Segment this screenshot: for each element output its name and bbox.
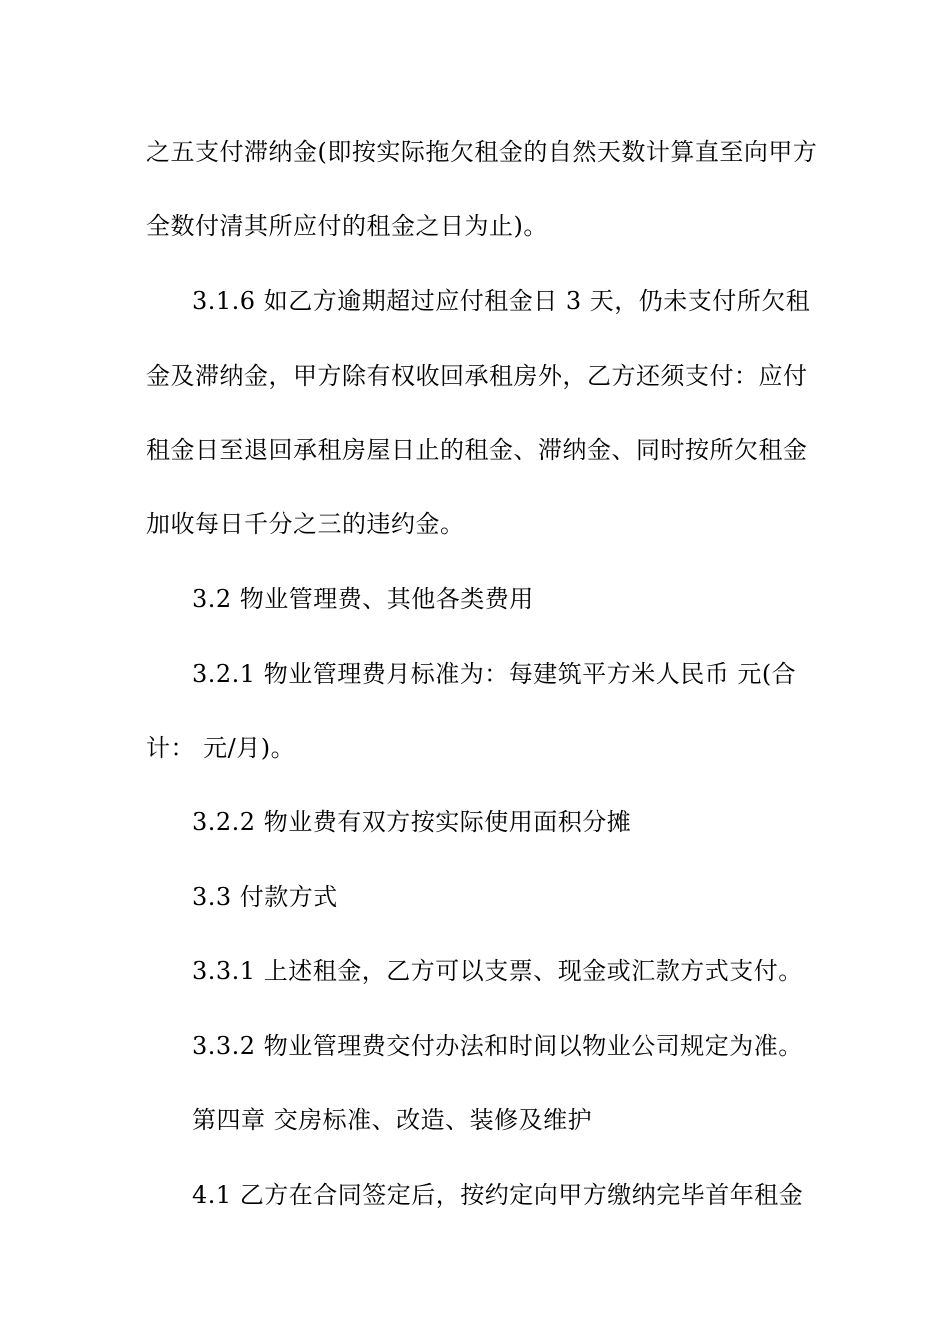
text-line: 加收每日千分之三的违约金。 [146, 510, 465, 538]
text-line: 之五支付滞纳金(即按实际拖欠租金的自然天数计算直至向甲方 [146, 138, 818, 166]
text-line: 计： 元/月)。 [146, 734, 296, 762]
text-line: 全数付清其所应付的租金之日为止)。 [146, 212, 548, 240]
text-line: 租金日至退回承租房屋日止的租金、滞纳金、同时按所欠租金 [146, 436, 808, 464]
clause-4-1: 4.1 乙方在合同签定后，按约定向甲方缴纳完毕首年租金 [192, 1181, 804, 1209]
section-heading-3-2: 3.2 物业管理费、其他各类费用 [192, 585, 534, 613]
section-heading-3-3: 3.3 付款方式 [192, 883, 338, 911]
clause-3-1-6: 3.1.6 如乙方逾期超过应付租金日 3 天，仍未支付所欠租 [192, 287, 811, 315]
clause-3-3-1: 3.3.1 上述租金，乙方可以支票、现金或汇款方式支付。 [192, 957, 803, 985]
clause-3-2-2: 3.2.2 物业费有双方按实际使用面积分摊 [192, 808, 632, 836]
text-line: 金及滞纳金，甲方除有权收回承租房外，乙方还须支付：应付 [146, 362, 808, 390]
clause-3-3-2: 3.3.2 物业管理费交付办法和时间以物业公司规定为准。 [192, 1032, 803, 1060]
chapter-heading-4: 第四章 交房标准、改造、装修及维护 [192, 1106, 593, 1134]
clause-3-2-1: 3.2.1 物业管理费月标准为：每建筑平方米人民币 元(合 [192, 660, 797, 688]
